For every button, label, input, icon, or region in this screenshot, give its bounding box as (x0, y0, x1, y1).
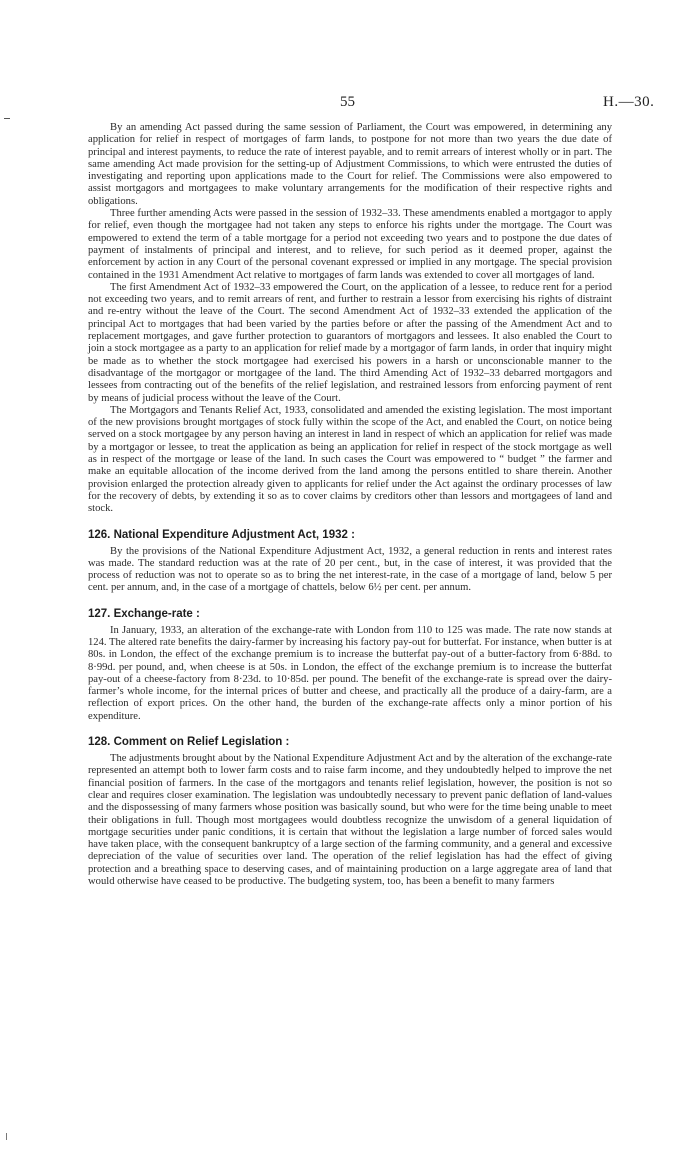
document-reference: H.—30. (603, 94, 655, 110)
section-heading-128: 128. Comment on Relief Legislation : (88, 736, 290, 749)
paragraph: The adjustments brought about by the National Expenditure Adjustment Act and by the alteration of the exchange-rate represented an attempt both to lower farm costs and to raise farm income, and they undoubtedly helped to improve the net financial position of farmers. In the case of the mortgagors and tenants relief legislation, however, the position is not so clear and requires closer examination. The legislation was undoubtedly necessary to prevent panic deflation of land-values and the dispossessing of many farmers whose position was basically sound, but who were for the time being unable to meet their obligations in full. Though most mortgagees would doubtless recognize the unwisdom of a general liquidation of mortgage securities under panic conditions, it is certain that without the legislation a large number of forced sales would have taken place, with the consequent bankruptcy of a large section of the farming community, and a general and excessive depreciation of the value of securities over land. The operation of the relief legislation has had the effect of giving protection and a breathing space to deserving cases, and of maintaining production on a large aggregate area of land that would otherwise have ceased to be productive. The budgeting system, too, has been a benefit to many farmers (88, 753, 612, 888)
paragraph: By an amending Act passed during the same session of Parliament, the Court was empowered, in determining any application for relief in respect of mortgages of farm lands, to postpone for not more than two years the due date of principal and interest payments, to reduce the rate of interest payable, and to remit arrears of interest wholly or in part. The same amending Act made provision for the setting-up of Adjustment Commissions, to which were entrusted the duties of investigating and reporting upon applications made to the Court for relief. The Commissions were also empowered to assist mortgagors and mortgagees to make voluntary arrangements for the modification of their respective rights and obligations. (88, 122, 612, 207)
paragraph: The Mortgagors and Tenants Relief Act, 1933, consolidated and amended the existing legislation. The most important of the new provisions brought mortgages of stock fully within the scope of the Act, and enabled the Court, on notice being served on a stock mortgagee by any person having an interest in land in respect of which an application for relief was made by a mortgagor or lessee, to treat the application as being an application for relief in respect of the stock mortgage as well as in respect of the mortgage or lease of the land. In such cases the Court was empowered to “ budget ” the farmer and make an equitable allocation of the income derived from the land among the persons entitled to share therein. Another provision enlarged the protection already given to applicants for relief under the Act against the ordinary processes of law for the recovery of debts, by extending it so as to cover claims by creditors other than lessors and mortgagees of land and stock. (88, 404, 612, 515)
margin-mark-bottom (6, 1133, 7, 1140)
section-heading-126: 126. National Expenditure Adjustment Act, 1932 : (88, 528, 355, 541)
section-heading-127: 127. Exchange-rate : (88, 607, 200, 620)
paragraph: Three further amending Acts were passed in the session of 1932–33. These amendments enabled a mortgagor to apply for relief, even though the mortgagee had not taken any steps to enforce his rights under the mortgage. The Court was empowered to extend the term of a table mortgage for a period not exceeding two years and to postpone the due dates of payment of instalments of principal and interest, and to relieve, for such period as it deemed proper, against the enforcement by action in any Court of the personal covenant expressed or implied in any mortgage. The special provision contained in the 1931 Amendment Act relative to mortgages of farm lands was extended to cover all mortgages of land. (88, 208, 612, 281)
margin-mark (4, 118, 10, 119)
paragraph: In January, 1933, an alteration of the exchange-rate with London from 110 to 125 was made. The rate now stands at 124. The altered rate benefits the dairy-farmer by increasing his factory pay-out for butterfat. For instance, when butter is at 80s. in London, the effect of the exchange premium is to increase the butterfat pay-out of a butter-factory from 6·88d. to 8·99d. per pound, and, when cheese is at 50s. in London, the effect of the exchange premium is to increase the butterfat pay-out of a cheese-factory from 8·23d. to 10·85d. per pound. The benefit of the exchange-rate is spread over the dairy-farmer’s whole income, for the internal prices of butter and cheese, and practically all the produce of a dairy-farm, are a reflection of export prices. On the other hand, the burden of the exchange-rate affects only a minor portion of his expenditure. (88, 624, 613, 722)
body-text (88, 122, 612, 888)
paragraph: By the provisions of the National Expenditure Adjustment Act, 1932, a general reduction in rents and interest rates was made. The standard reduction was at the rate of 20 per cent., but, in the case of interest, it was provided that the process of reduction was not to operate so as to bring the net interest-rate, in the case of a mortgage of land, below 5 per cent. per annum, and, in the case of a mortgage of chattels, below 6½ per cent. per annum. (88, 545, 612, 594)
page-number: 55 (340, 94, 355, 110)
paragraph: The first Amendment Act of 1932–33 empowered the Court, on the application of a lessee, to reduce rent for a period not exceeding two years, and to remit arrears of rent, and further to restrain a lessor from exercising his rights of distraint and re-entry without the leave of the Court. The second Amendment Act of 1932–33 extended the application of the principal Act to mortgages that had been varied by the parties before or after the passing of the Amendment Act and to replacement mortgages, and gave further protection to guarantors of mortgagors and lessees. It also enabled the Court to join a stock mortgagee as a party to an application for relief made by a mortgagor of farm lands, in order that inquiry might be made as to whether the stock mortgagee had exercised his powers in a harsh or unconscionable manner to the disadvantage of the mortgagor or mortgagee of the land. The third Amending Act of 1932–33 debarred mortgagors and lessees from contracting out of the benefits of the relief legislation, and restrained lessors from enforcing payment of rent by means of judicial process without the leave of the Court. (88, 281, 612, 404)
